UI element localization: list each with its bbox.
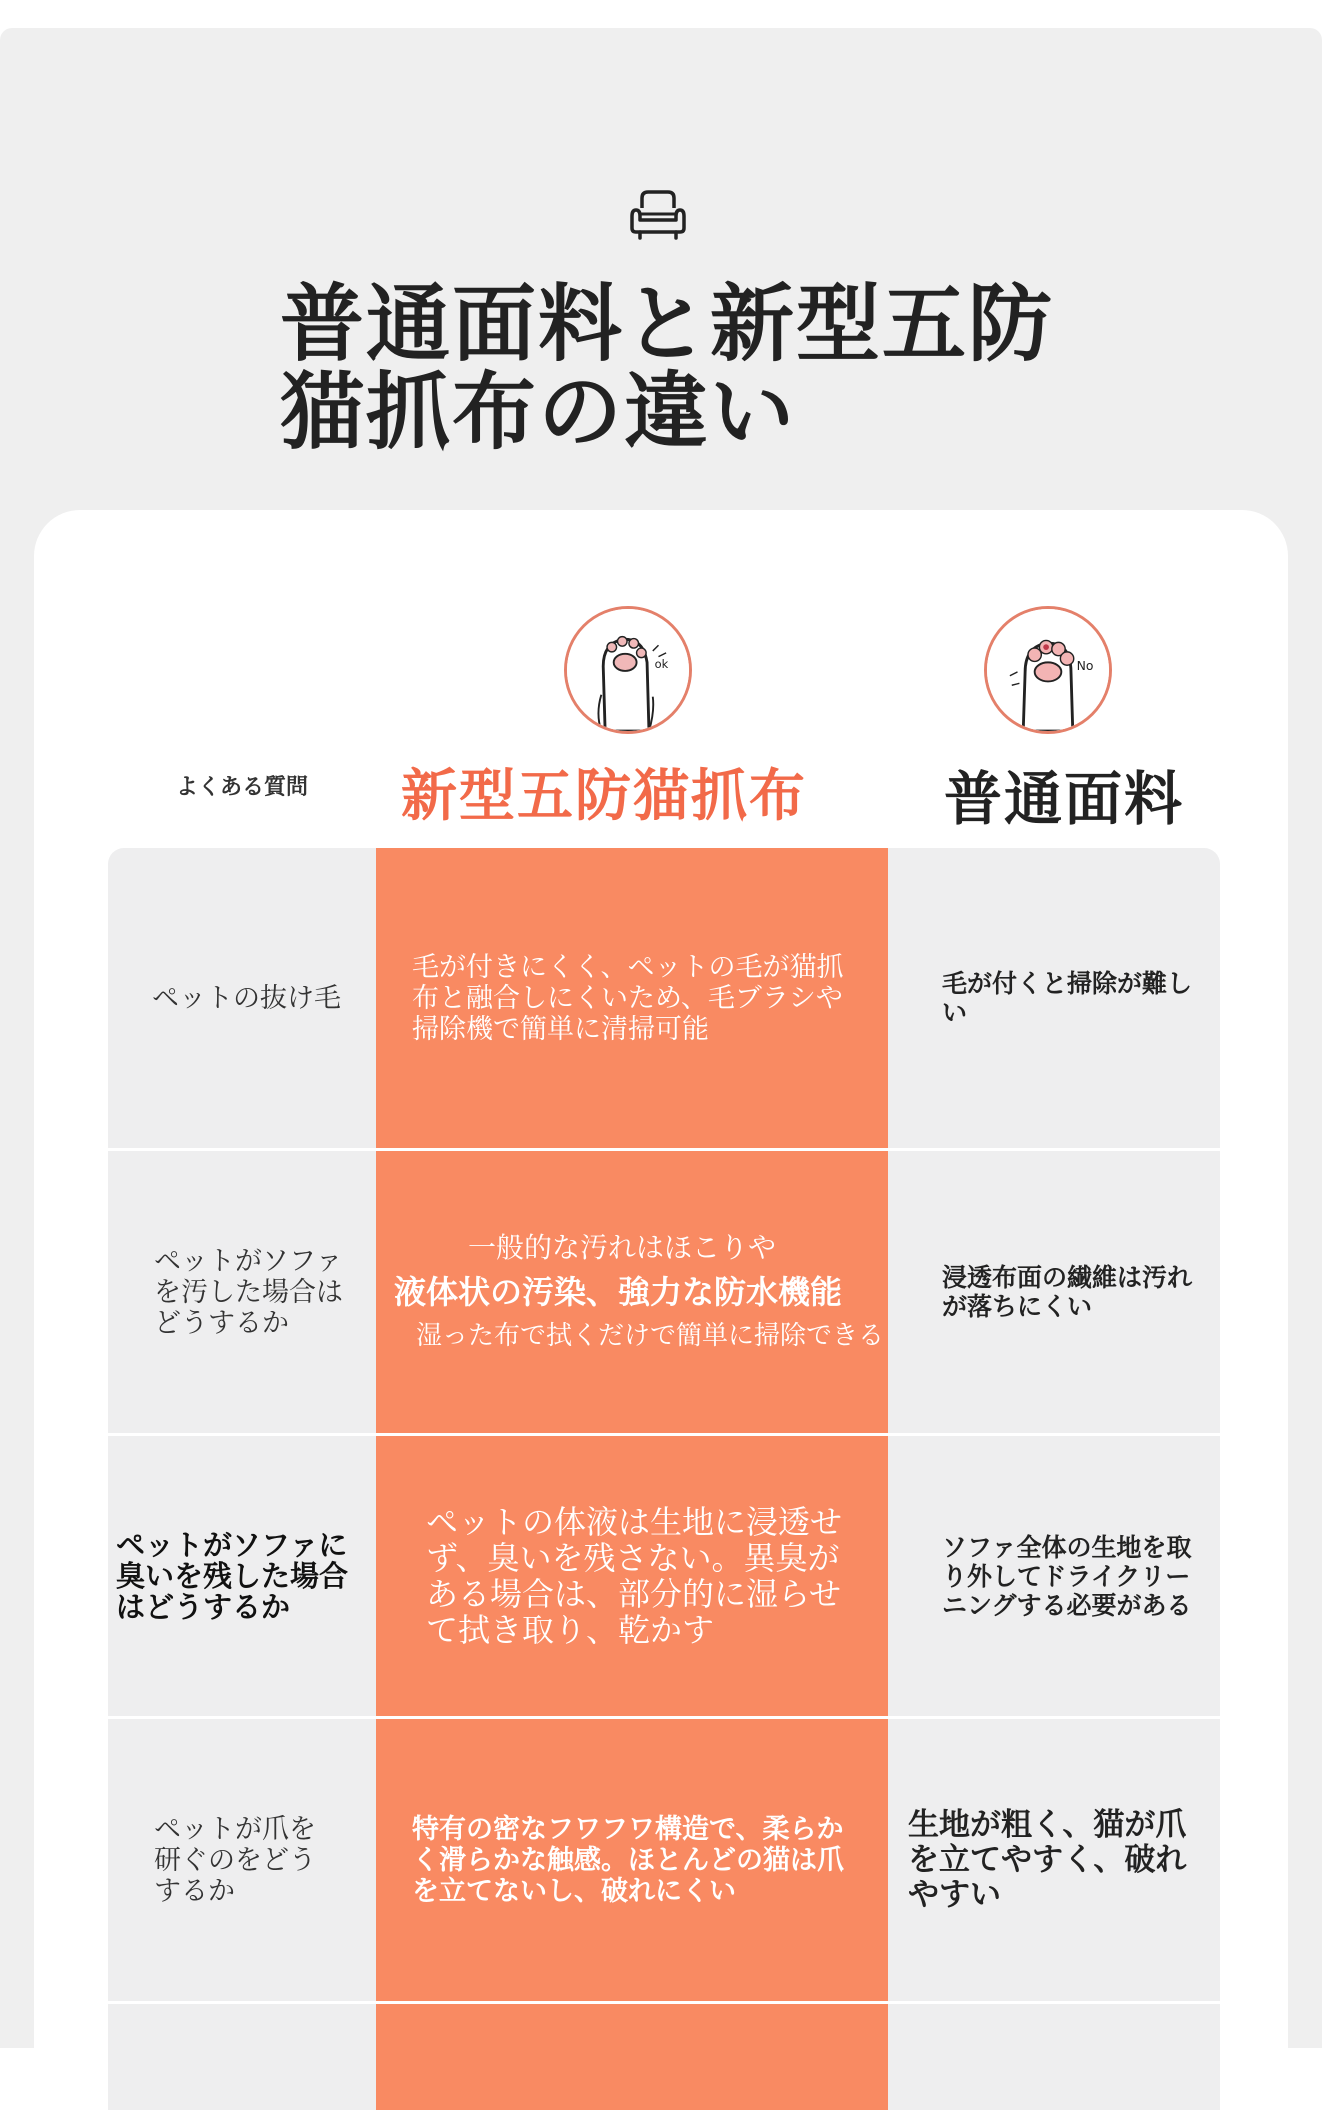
new-fabric-cell: 毛が付きにくく、ペットの毛が猫抓布と融合しにくいため、毛ブラシや掃除機で簡単に清掃可能 [412,951,844,1045]
normal-fabric-cell: 生地が粗く、猫が爪を立てやすく、破れやすい [908,1806,1187,1913]
table-row [108,848,1220,1148]
new-fabric-cell-line: 湿った布で拭くだけで簡単に掃除できる [416,1321,885,1351]
new-fabric-cell-line: 一般的な汚れはほこりや [468,1231,777,1264]
column-header-question: よくある質問 [175,775,308,800]
no-paw-icon [984,606,1112,734]
svg-text:ok: ok [654,657,669,672]
comparison-table [108,848,1220,2110]
svg-text:No: No [1076,658,1094,673]
column-header-normal-fabric: 普通面料 [943,765,1184,833]
comparison-card [34,510,1288,2110]
page-background [0,28,1322,2048]
page-title [280,275,1180,461]
new-fabric-cell [376,1151,888,1433]
new-fabric-cell: 特有の密なフワフワ構造で、柔らかく滑らかな触感。ほとんどの猫は爪を立てないし、破れにくい [412,1813,844,1907]
question-cell: ペットがソファを汚した場合はどうするか [154,1245,343,1339]
page-title-line2: 猫抓布の違い [280,363,797,461]
table-row [108,1436,1220,1716]
question-cell: ペットが爪を研ぐのをどうするか [154,1813,316,1907]
question-cell: ペットの抜け毛 [152,982,341,1014]
question-cell: ペットがソファに臭いを残した場合はどうするか [116,1527,349,1624]
new-fabric-cell-line: 液体状の汚染、強力な防水機能 [394,1273,843,1311]
table-row [108,2004,1220,2110]
normal-fabric-cell: 毛が付くと掃除が難しい [942,969,1193,1027]
page-title-line1: 普通面料と新型五防 [280,275,1055,373]
table-row [108,1151,1220,1433]
new-fabric-cell: ペットの体液は生地に浸透せず、臭いを残さない。異臭がある場合は、部分的に湿らせて拭き取り、乾かす [426,1503,843,1649]
ok-paw-icon [564,606,692,734]
normal-fabric-cell: ソファ全体の生地を取り外してドライクリーニングする必要がある [942,1532,1192,1620]
table-row [108,1719,1220,2001]
sofa-icon [628,186,688,242]
normal-fabric-cell: 浸透布面の繊維は汚れが落ちにくい [942,1263,1193,1321]
column-header-new-fabric: 新型五防猫抓布 [401,764,807,829]
